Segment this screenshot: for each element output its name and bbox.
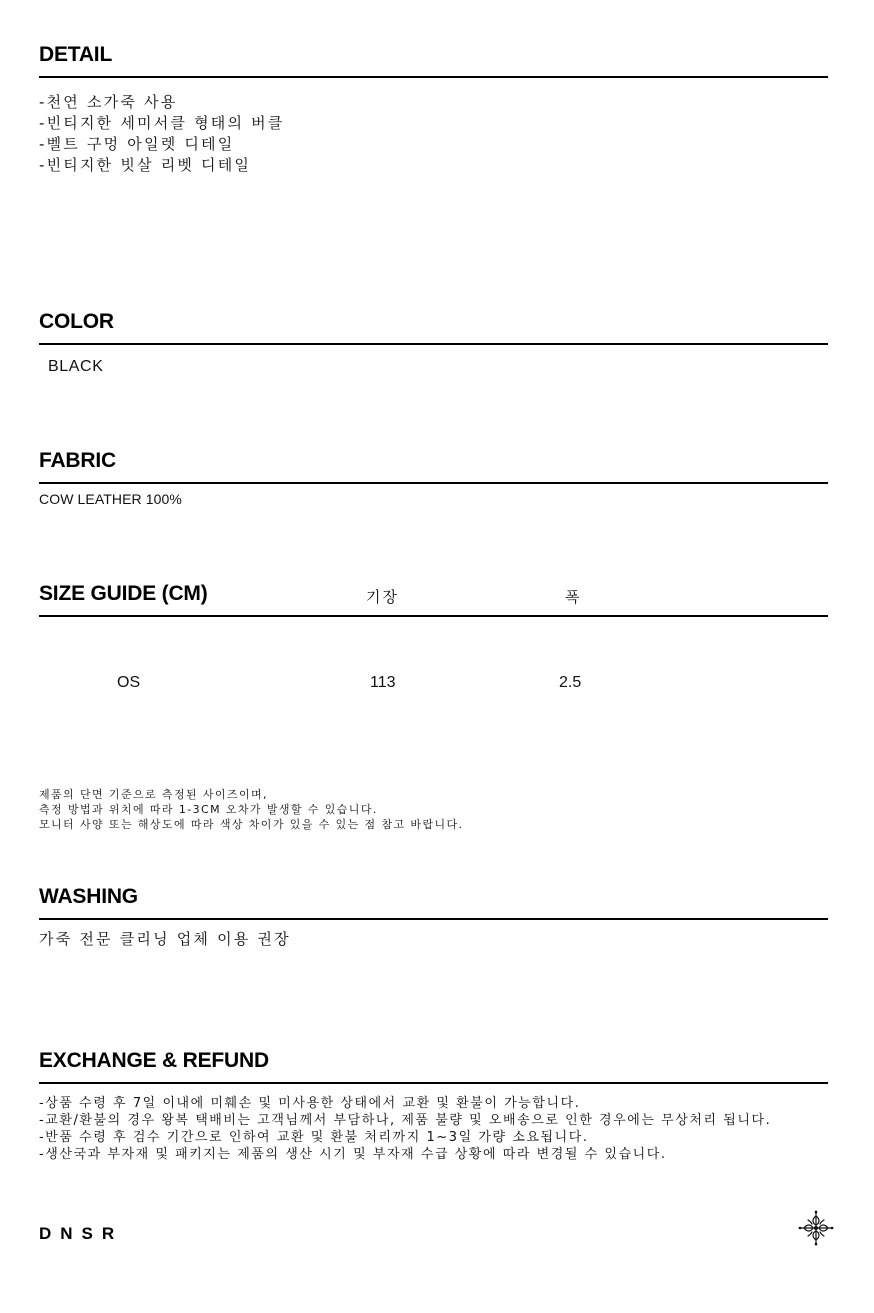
size-column-width: 폭 — [565, 588, 582, 606]
washing-value: 가죽 전문 클리닝 업체 이용 권장 — [39, 930, 291, 948]
size-row-label: OS — [117, 674, 141, 691]
exchange-line: -교환/환불의 경우 왕복 택배비는 고객님께서 부담하나, 제품 불량 및 오배송으로 인한 경우에는 무상처리 됩니다. — [39, 1113, 772, 1128]
size-column-length: 기장 — [366, 588, 399, 606]
washing-title: WASHING — [39, 885, 138, 908]
size-row-length-value: 113 — [370, 674, 396, 691]
brand-logo: DNSR — [39, 1224, 124, 1243]
size-row-width-value: 2.5 — [559, 674, 582, 691]
color-value: BLACK — [48, 358, 104, 375]
detail-divider — [39, 76, 828, 78]
size-guide-title: SIZE GUIDE (CM) — [39, 582, 208, 605]
size-guide-divider — [39, 615, 828, 617]
detail-line: -천연 소가죽 사용 — [39, 93, 178, 111]
detail-line: -빈티지한 세미서클 형태의 버클 — [39, 114, 285, 132]
detail-line: -빈티지한 빗살 리벳 디테일 — [39, 156, 252, 174]
exchange-line: -반품 수령 후 검수 기간으로 인하여 교환 및 환불 처리까지 1~3일 가량 소요됩니다. — [39, 1130, 589, 1145]
detail-line: -벨트 구멍 아일렛 디테일 — [39, 135, 235, 153]
detail-title: DETAIL — [39, 43, 113, 66]
color-divider — [39, 343, 828, 345]
size-note: 모니터 사양 또는 해상도에 따라 색상 차이가 있을 수 있는 점 참고 바랍니다. — [39, 818, 464, 831]
fabric-divider — [39, 482, 828, 484]
exchange-line: -생산국과 부자재 및 패키지는 제품의 생산 시기 및 부자재 수급 상황에 따라 변경될 수 있습니다. — [39, 1147, 667, 1162]
ornamental-cross-icon — [798, 1210, 834, 1246]
color-title: COLOR — [39, 310, 114, 333]
fabric-title: FABRIC — [39, 449, 116, 472]
exchange-divider — [39, 1082, 828, 1084]
size-note: 측정 방법과 위치에 따라 1-3CM 오차가 발생할 수 있습니다. — [39, 803, 378, 816]
exchange-line: -상품 수령 후 7일 이내에 미훼손 및 미사용한 상태에서 교환 및 환불이 가능합니다. — [39, 1096, 581, 1111]
fabric-value: COW LEATHER 100% — [39, 491, 182, 507]
exchange-title: EXCHANGE & REFUND — [39, 1049, 269, 1072]
washing-divider — [39, 918, 828, 920]
size-note: 제품의 단면 기준으로 측정된 사이즈이며, — [39, 788, 268, 801]
